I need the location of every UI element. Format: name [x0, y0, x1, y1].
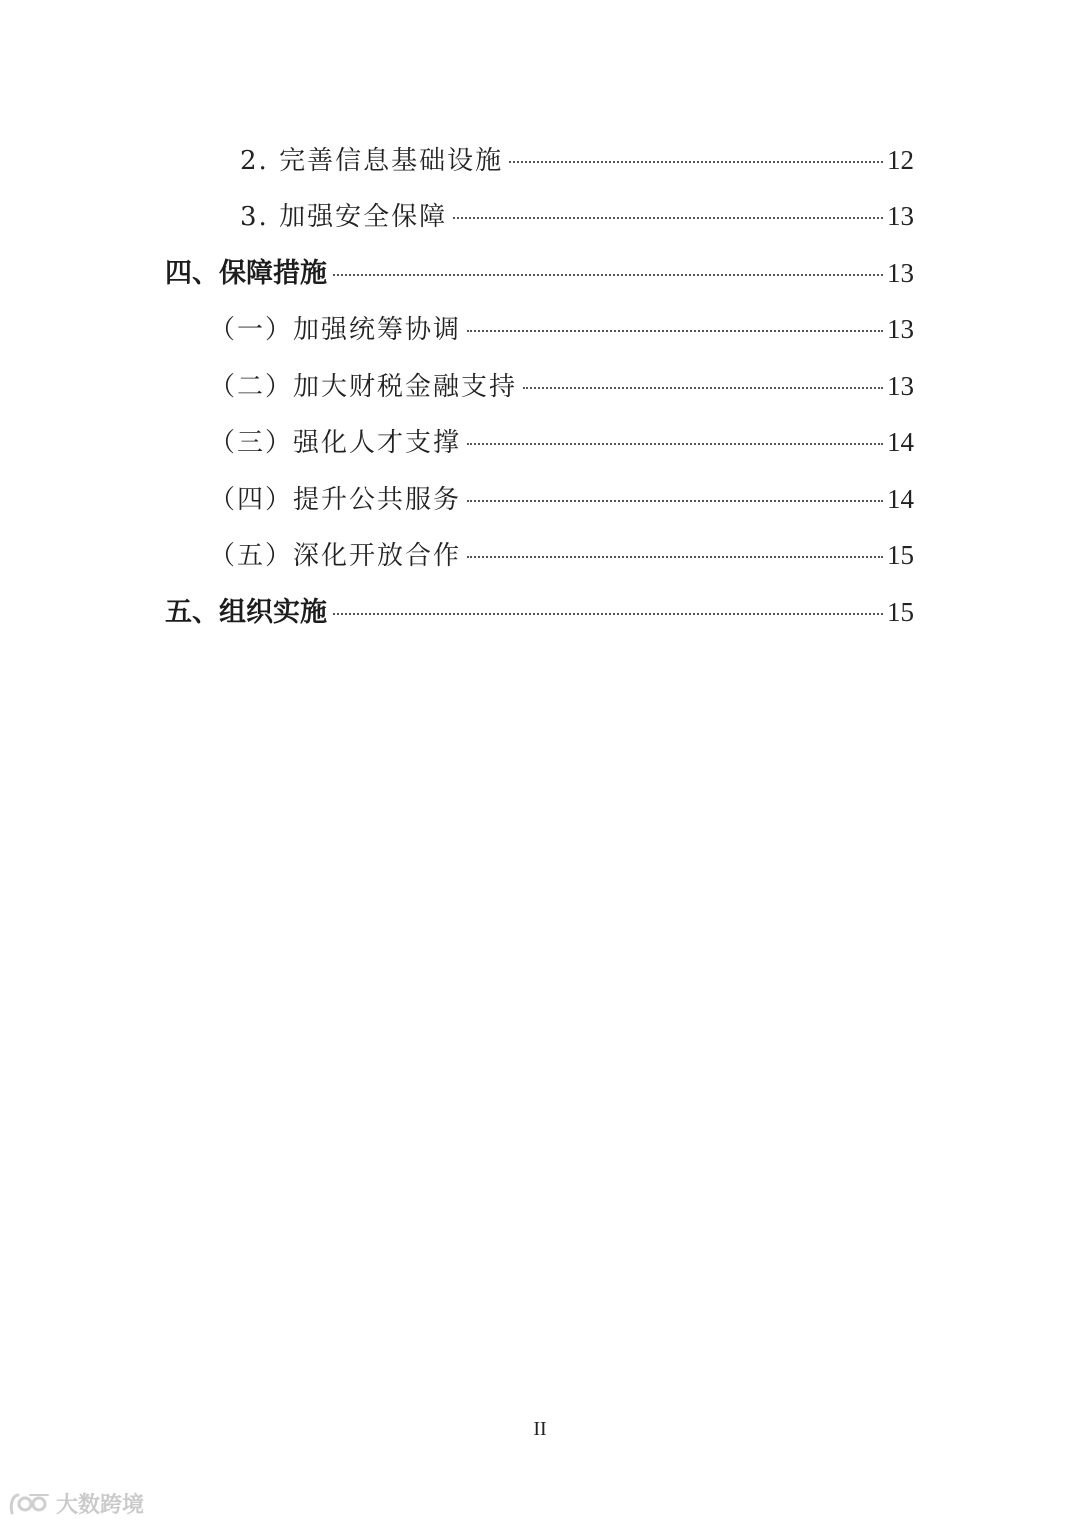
watermark: [8, 1488, 144, 1519]
watermark-text: 大数跨境: [56, 1493, 145, 1518]
toc-leader-dots: [333, 274, 883, 276]
toc-entry-page: 15: [887, 540, 914, 570]
toc-entry-page: 13: [887, 258, 914, 288]
toc-entry: [209, 479, 914, 519]
toc-entry-page: 13: [887, 201, 914, 231]
toc-entry-title: （四）提升公共服务: [209, 485, 462, 515]
toc-entry: [240, 140, 914, 180]
toc-entry: [165, 592, 914, 632]
toc-leader-dots: [467, 556, 883, 558]
toc-entry-title: （三）强化人才支撑: [209, 428, 462, 458]
toc-entry-title: （二）加大财税金融支持: [209, 372, 518, 402]
toc-entry: [209, 422, 914, 462]
toc-entry: [209, 309, 914, 349]
toc-leader-dots: [467, 500, 883, 502]
toc-entry-title: 2. 完善信息基础设施: [240, 146, 504, 176]
toc-entry-page: 15: [887, 597, 914, 627]
toc-leader-dots: [453, 217, 883, 219]
toc-entry-title: 四、保障措施: [165, 258, 327, 289]
toc-entry-page: 13: [887, 371, 914, 401]
toc-entry: [209, 366, 914, 406]
toc-leader-dots: [333, 613, 883, 615]
toc-entry-page: 14: [887, 427, 914, 457]
page-number: II: [533, 1418, 547, 1440]
toc-leader-dots: [467, 330, 883, 332]
watermark-logo-icon: [8, 1491, 52, 1517]
toc-entry: [209, 535, 914, 575]
toc-entry-title: 3. 加强安全保障: [240, 202, 448, 232]
toc-entry-title: （一）加强统筹协调: [209, 315, 462, 345]
toc-entry-page: 14: [887, 484, 914, 514]
toc-leader-dots: [509, 161, 883, 163]
toc-entry-title: （五）深化开放合作: [209, 541, 462, 571]
toc-entry-page: 13: [887, 314, 914, 344]
toc-entry-page: 12: [887, 145, 914, 175]
toc-entry: [240, 196, 914, 236]
toc-entry-title: 五、组织实施: [165, 597, 327, 628]
toc-leader-dots: [523, 387, 883, 389]
toc-leader-dots: [467, 443, 883, 445]
toc-entry: [165, 253, 914, 293]
